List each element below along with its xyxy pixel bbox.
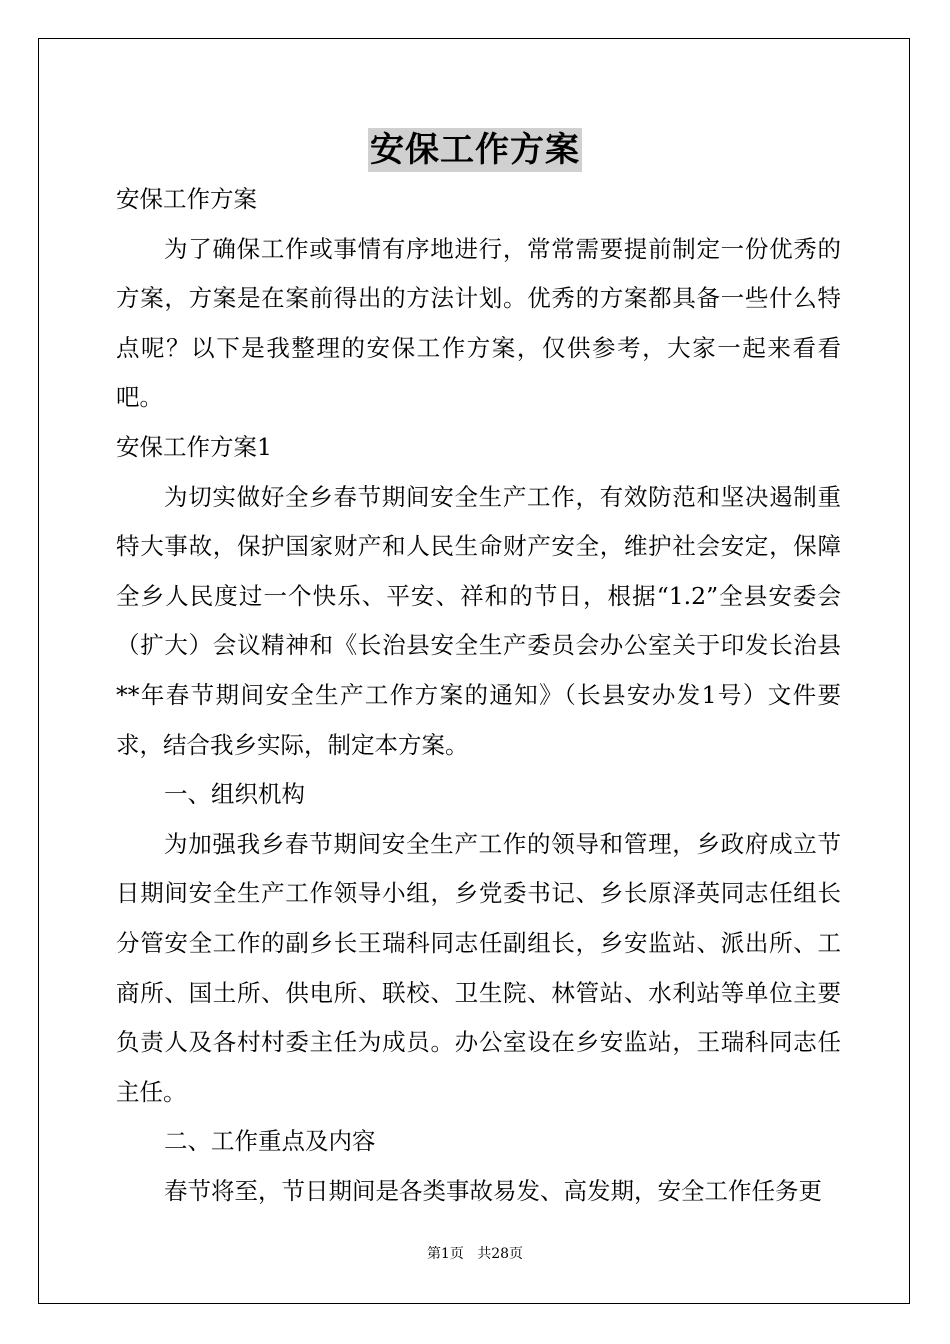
paragraph-focus: 春节将至，节日期间是各类事故易发、高发期，安全工作任务更 (164, 1176, 822, 1205)
paragraph-heading-organization: 一、组织机构 (164, 780, 305, 809)
paragraph-intro: 为了确保工作或事情有序地进行，常常需要提前制定一份优秀的方案，方案是在案前得出的方法计划。优秀的方案都具备一些什么特点呢？以下是我整理的安保工作方案，仅供参考，大家一起来看看吧。 (116, 234, 841, 412)
paragraph-purpose: 为切实做好全乡春节期间安全生产工作，有效防范和坚决遏制重特大事故，保护国家财产和人民生命财产安全，维护社会安定，保障全乡人民度过一个快乐、平安、祥和的节日，根据“1.2”全县安委会（扩大）会议精神和《长治县安全生产委员会办公室关于印发长治县**年春节期间安全生产工作方案的通知》（长县安办发1号）文件要求，结合我乡实际，制定本方案。 (116, 482, 841, 759)
title-container (0, 128, 950, 172)
paragraph-section-heading: 安保工作方案1 (116, 432, 272, 461)
page-footer (0, 1245, 950, 1263)
document-body (116, 175, 841, 1216)
paragraph-organization: 为加强我乡春节期间安全生产工作的领导和管理，乡政府成立节日期间安全生产工作领导小组，乡党委书记、乡长原泽英同志任组长分管安全工作的副乡长王瑞科同志任副组长，乡安监站、派出所、工商所、国土所、供电所、联校、卫生院、林管站、水利站等单位主要负责人及各村村委主任为成员。办公室设在乡安监站，王瑞科同志任主任。 (116, 829, 841, 1106)
paragraph-subtitle: 安保工作方案 (116, 185, 257, 213)
document-title: 安保工作方案 (370, 130, 580, 170)
page-number: 第1页 (426, 1246, 464, 1262)
paragraph-heading-focus: 二、工作重点及内容 (164, 1127, 376, 1156)
page-total: 共28页 (477, 1246, 524, 1262)
